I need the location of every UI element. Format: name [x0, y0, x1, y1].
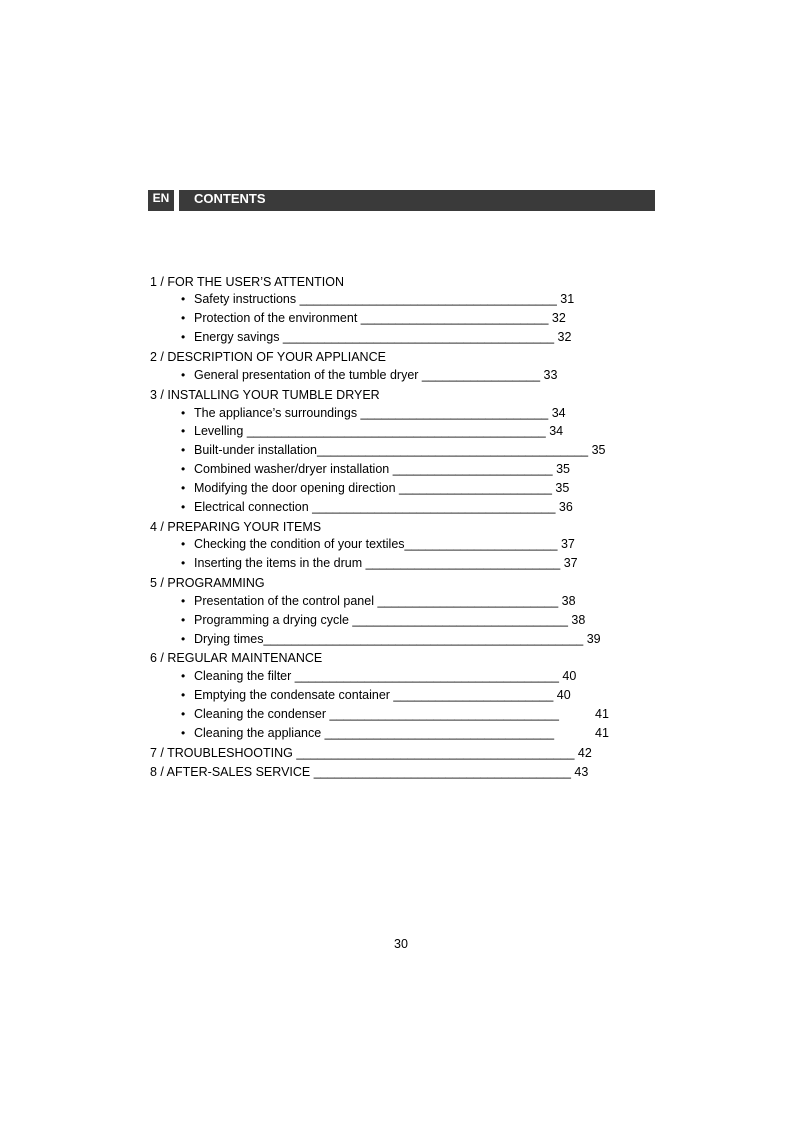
bullet-icon: • [181, 330, 186, 344]
toc-entry-text: Emptying the condensate container _______________________ 40 [194, 688, 571, 702]
toc-entry-text: 1 / FOR THE USER’S ATTENTION [150, 275, 345, 289]
toc-section [150, 764, 588, 780]
bullet-icon: • [181, 556, 186, 570]
toc-entry-text: General presentation of the tumble dryer _________________ 33 [194, 368, 558, 382]
toc-item [181, 612, 585, 628]
toc-entry-text: 3 / INSTALLING YOUR TUMBLE DRYER [150, 388, 380, 402]
toc-entry-text: Checking the condition of your textiles______________________ 37 [194, 537, 575, 551]
bullet-icon: • [181, 669, 186, 683]
bullet-icon: • [181, 726, 186, 740]
toc-item [181, 687, 571, 703]
bullet-icon: • [181, 707, 186, 721]
toc-entry-text: Modifying the door opening direction ______________________ 35 [194, 481, 570, 495]
toc-entry-text: Safety instructions _____________________________________ 31 [194, 292, 575, 306]
page-number: 30 [394, 937, 408, 951]
toc-section [150, 650, 322, 666]
toc-entry-text: Cleaning the filter ______________________________________ 40 [194, 669, 577, 683]
toc-entry-text: Cleaning the appliance _________________________________ [194, 726, 555, 740]
bullet-icon: • [181, 462, 186, 476]
toc-entry-text: Combined washer/dryer installation _______________________ 35 [194, 462, 570, 476]
toc-item [181, 442, 606, 458]
toc-section [150, 575, 265, 591]
toc-entry-text: The appliance’s surroundings ___________________________ 34 [194, 406, 566, 420]
toc-entry-text: Protection of the environment ___________________________ 32 [194, 311, 566, 325]
toc-item [181, 725, 554, 741]
toc-entry-text: Levelling ___________________________________________ 34 [194, 424, 564, 438]
bullet-icon: • [181, 632, 186, 646]
toc-section [150, 349, 386, 365]
bullet-icon: • [181, 424, 186, 438]
toc-entry-text: Built-under installation_______________________________________ 35 [194, 443, 606, 457]
toc-item [181, 423, 563, 439]
toc-item [181, 367, 557, 383]
toc-entry-text: 8 / AFTER-SALES SERVICE _____________________________________ 43 [150, 765, 589, 779]
toc-item [181, 593, 576, 609]
toc-section [150, 519, 321, 535]
bullet-icon: • [181, 406, 186, 420]
toc-section [150, 745, 592, 761]
bullet-icon: • [181, 688, 186, 702]
bullet-icon: • [181, 594, 186, 608]
bullet-icon: • [181, 443, 186, 457]
toc-item [181, 461, 570, 477]
toc-item [181, 291, 574, 307]
toc-entry-text: 4 / PREPARING YOUR ITEMS [150, 520, 322, 534]
toc-item [181, 536, 575, 552]
bullet-icon: • [181, 500, 186, 514]
language-badge: EN [148, 190, 174, 211]
bullet-icon: • [181, 368, 186, 382]
toc-item [181, 499, 573, 515]
toc-entry-text: Cleaning the condenser _________________________________ [194, 707, 559, 721]
toc-item [181, 668, 576, 684]
toc-entry-text: 5 / PROGRAMMING [150, 576, 265, 590]
toc-section [150, 274, 344, 290]
toc-item [181, 555, 578, 571]
page-title: CONTENTS [179, 190, 655, 211]
toc-entry-text: Presentation of the control panel __________________________ 38 [194, 594, 576, 608]
toc-entry-text: 7 / TROUBLESHOOTING ________________________________________ 42 [150, 746, 592, 760]
toc-item [181, 329, 571, 345]
toc-item [181, 405, 566, 421]
toc-entry-text: Programming a drying cycle _______________________________ 38 [194, 613, 586, 627]
toc-page-number: 41 [595, 726, 609, 740]
bullet-icon: • [181, 613, 186, 627]
toc-entry-text: Drying times______________________________________________ 39 [194, 632, 601, 646]
toc-item [181, 706, 559, 722]
toc-item [181, 631, 601, 647]
toc-entry-text: Energy savings _______________________________________ 32 [194, 330, 572, 344]
toc-entry-text: Electrical connection ___________________________________ 36 [194, 500, 573, 514]
toc-item [181, 310, 566, 326]
bullet-icon: • [181, 311, 186, 325]
toc-entry-text: 6 / REGULAR MAINTENANCE [150, 651, 323, 665]
toc-entry-text: 2 / DESCRIPTION OF YOUR APPLIANCE [150, 350, 386, 364]
bullet-icon: • [181, 481, 186, 495]
toc-section [150, 387, 380, 403]
bullet-icon: • [181, 537, 186, 551]
toc-item [181, 480, 569, 496]
toc-page-number: 41 [595, 707, 609, 721]
toc-entry-text: Inserting the items in the drum ____________________________ 37 [194, 556, 578, 570]
bullet-icon: • [181, 292, 186, 306]
